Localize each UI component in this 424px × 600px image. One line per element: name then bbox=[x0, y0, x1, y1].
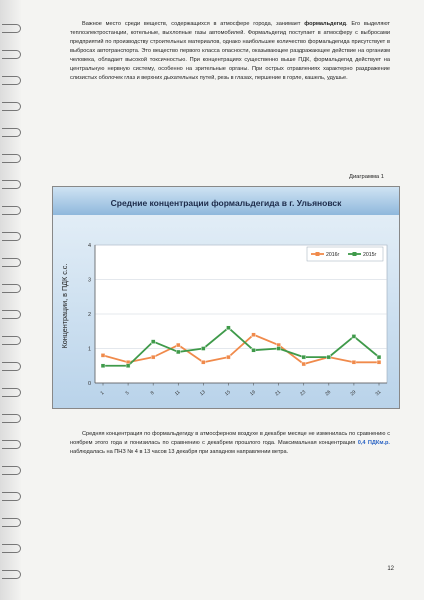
binding-ring bbox=[2, 544, 21, 553]
diagram-caption: Диаграмма 1 bbox=[349, 174, 384, 180]
data-point-2016г bbox=[101, 353, 105, 357]
binding-ring bbox=[2, 128, 21, 137]
y-tick-label: 2 bbox=[87, 312, 91, 319]
binding-ring bbox=[2, 362, 21, 371]
para1-text-rest: . Его выделяют теплоэлектростанции, котельные, выхлопные газы автомобилей. Формальдегид поступает в атмосферу с выбросами предприятий по производству строительных материалов, однако наибольшее количество формальдегида присутствует в выбросах автотранспорта. Это вещество первого класса опасности, оказывающее раздражающее действие на организм человека, обладает высокой токсичностью. При концентрациях существенно выше ПДК, формальдегид действует на центральную нервную систему, особенно на зрительные органы. При острых отравлениях характерно раздражение слизистых оболочек глаз и верхних дыхательных путей, резь в глазах, першение в горле, кашель, удушье. bbox=[70, 21, 390, 81]
data-point-2015г bbox=[277, 347, 281, 351]
binding-ring bbox=[2, 258, 21, 267]
data-point-2016г bbox=[352, 360, 356, 364]
chart-title: Средние концентрации формальдегида в г. Ульяновск bbox=[110, 198, 342, 208]
para1-text-start: Важное место среди веществ, содержащихся в атмосфере города, занимает bbox=[82, 21, 305, 27]
data-point-2016г bbox=[151, 355, 155, 359]
y-tick-label: 4 bbox=[87, 243, 91, 250]
legend-label-2016г: 2016г bbox=[326, 252, 340, 258]
x-tick-label: 5 bbox=[125, 390, 131, 397]
page-number: 12 bbox=[387, 566, 394, 572]
binding-ring bbox=[2, 206, 21, 215]
binding-ring bbox=[2, 232, 21, 241]
data-point-2016г bbox=[176, 343, 180, 347]
binding-ring bbox=[2, 570, 21, 579]
binding-ring bbox=[2, 24, 21, 33]
x-tick-label: 26 bbox=[324, 389, 333, 398]
data-point-2015г bbox=[252, 348, 256, 352]
x-tick-label: 21 bbox=[274, 389, 282, 398]
binding-ring bbox=[2, 310, 21, 319]
concentration-line-chart bbox=[53, 187, 399, 408]
data-point-2016г bbox=[302, 362, 306, 366]
data-point-2016г bbox=[377, 360, 381, 364]
spiral-binding bbox=[0, 0, 22, 600]
x-tick-label: 19 bbox=[249, 389, 257, 398]
legend-marker-2015г bbox=[353, 252, 357, 256]
binding-ring bbox=[2, 336, 21, 345]
data-point-2015г bbox=[126, 364, 130, 368]
data-point-2015г bbox=[377, 355, 381, 359]
binding-ring bbox=[2, 440, 21, 449]
binding-ring bbox=[2, 466, 21, 475]
y-tick-label: 1 bbox=[87, 346, 91, 353]
legend-label-2015г: 2015г bbox=[363, 252, 377, 258]
x-tick-label: 8 bbox=[150, 390, 156, 397]
binding-ring bbox=[2, 154, 21, 163]
data-point-2015г bbox=[101, 364, 105, 368]
data-point-2015г bbox=[352, 334, 356, 338]
data-point-2016г bbox=[252, 333, 256, 337]
data-point-2015г bbox=[302, 355, 306, 359]
paragraph-formaldehyde-intro bbox=[70, 20, 390, 83]
binding-ring bbox=[2, 284, 21, 293]
x-tick-label: 31 bbox=[375, 389, 383, 398]
chart-frame bbox=[52, 186, 400, 409]
para2-text-start: Средняя концентрация по формальдегиду в атмосферном воздухе в декабре месяце не изменилась по сравнению с ноябрем этого года и понизилась по сравнению с декабрем прошлого года. Максимальная концентрация bbox=[70, 431, 390, 446]
data-point-2016г bbox=[201, 360, 205, 364]
y-axis-label: Концентрации, в ПДК с.с. bbox=[60, 263, 69, 349]
binding-ring bbox=[2, 388, 21, 397]
max-concentration-value: 0,4 ПДКм.р. bbox=[357, 440, 390, 446]
x-tick-label: 15 bbox=[224, 389, 232, 398]
x-tick-label: 29 bbox=[349, 389, 358, 398]
y-tick-label: 0 bbox=[87, 381, 91, 388]
binding-ring bbox=[2, 492, 21, 501]
binding-ring bbox=[2, 180, 21, 189]
y-tick-label: 3 bbox=[87, 277, 91, 284]
para1-bold-term: формальдегид bbox=[304, 21, 346, 27]
binding-ring bbox=[2, 518, 21, 527]
data-point-2015г bbox=[226, 326, 230, 330]
x-tick-label: 13 bbox=[199, 389, 207, 398]
legend-marker-2016г bbox=[316, 252, 320, 256]
plot-area bbox=[88, 243, 387, 397]
para2-text-rest: наблюдалась на ПНЗ № 4 в 13 часов 13 декабря при западном направлении ветра. bbox=[70, 449, 289, 455]
x-tick-label: 23 bbox=[299, 389, 308, 398]
binding-ring bbox=[2, 102, 21, 111]
data-point-2015г bbox=[176, 350, 180, 354]
binding-ring bbox=[2, 76, 21, 85]
x-tick-label: 1 bbox=[100, 390, 106, 397]
data-point-2015г bbox=[327, 355, 331, 359]
binding-ring bbox=[2, 414, 21, 423]
paragraph-december-summary bbox=[70, 430, 390, 457]
x-tick-label: 11 bbox=[174, 390, 182, 398]
binding-ring bbox=[2, 50, 21, 59]
data-point-2016г bbox=[226, 355, 230, 359]
data-point-2015г bbox=[201, 347, 205, 351]
data-point-2015г bbox=[151, 340, 155, 344]
